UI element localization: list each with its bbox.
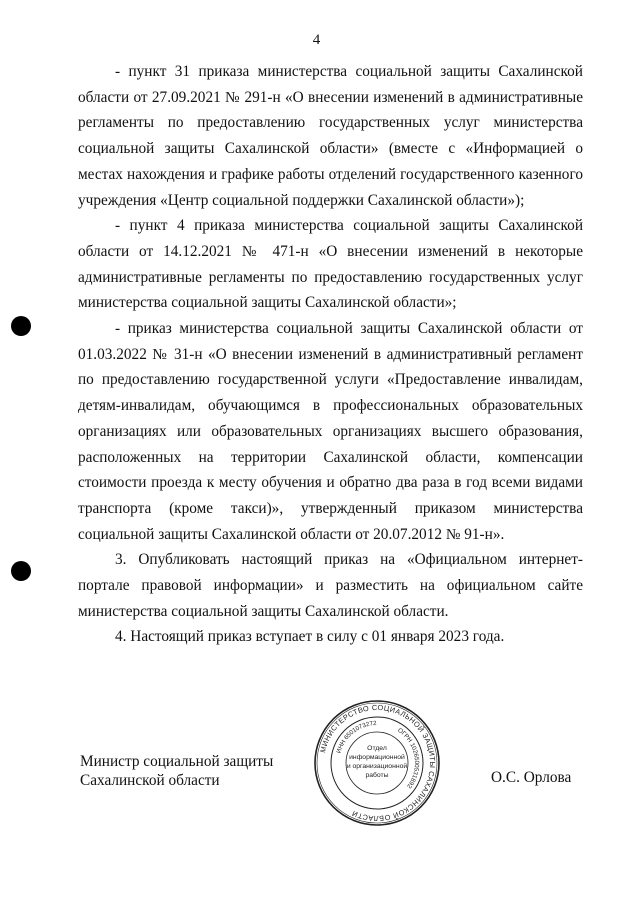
- paragraph-order-31n: - приказ министерства социальной защиты Сахалинской области от 01.03.2022 № 31-н «О внесении изменений в административный регламент по предоставлению государственной услуги «Предоставление инвалидам, детям-инвалидам, обучающимся в профессиональных образовательных организациях или образовательных организациях высшего образования, расположенных на территории Сахалинской области, компенсации стоимости проезда к месту обучения и обратно два раза в год всеми видами транспорта (кроме такси)», утвержденный приказом министерства социальной защиты Сахалинской области от 20.07.2012 № 91-н».: [78, 320, 583, 543]
- paragraph-item-31: - пункт 31 приказа министерства социальной защиты Сахалинской области от 27.09.2021 № 291-н «О внесении изменений в административные регламенты по предоставлению государственных услуг министерства социальной защиты Сахалинской области» (вместе с «Информацией о местах нахождения и графике работы отделений государственного казенного учреждения «Центр социальной поддержки Сахалинской области»);: [78, 63, 583, 209]
- paragraph-effective-date: 4. Настоящий приказ вступает в силу с 01 января 2023 года.: [115, 628, 505, 646]
- signatory-name: О.С. Орлова: [491, 769, 572, 786]
- seal-center-line: информационной: [349, 754, 405, 761]
- seal-center-line: и организационной: [346, 763, 408, 770]
- seal-outer-text: МИНИСТЕРСТВО СОЦИАЛЬНОЙ ЗАЩИТЫ САХАЛИНСКОЙ ОБЛАСТИ: [318, 702, 438, 824]
- paragraph-item-4: - пункт 4 приказа министерства социальной защиты Сахалинской области от 14.12.2021 № 471-н «О внесении изменений в некоторые административные регламенты по предоставлению государственных услуг министерства социальной защиты Сахалинской области»;: [78, 217, 583, 312]
- punch-hole-mark: [11, 316, 31, 336]
- page-number: 4: [312, 32, 321, 48]
- punch-hole-mark: [11, 561, 31, 581]
- seal-ogrn-text: ОГРН 1026500531892: [396, 726, 421, 790]
- seal-inn-text: ИНН 6501073272: [335, 719, 377, 755]
- document-body: [78, 59, 583, 650]
- signature-position-line: Сахалинской области: [80, 772, 220, 789]
- paragraph-publish: 3. Опубликовать настоящий приказ на «Официальном интернет-портале правовой информации» и разместить на официальном сайте министерства социальной защиты Сахалинской области.: [78, 551, 583, 620]
- seal-center-line: Отдел: [367, 745, 387, 752]
- official-seal-stamp: [313, 699, 441, 827]
- signature-position-line: Министр социальной защиты: [80, 753, 274, 770]
- seal-center-line: работы: [365, 772, 389, 779]
- signature-position: [80, 752, 273, 790]
